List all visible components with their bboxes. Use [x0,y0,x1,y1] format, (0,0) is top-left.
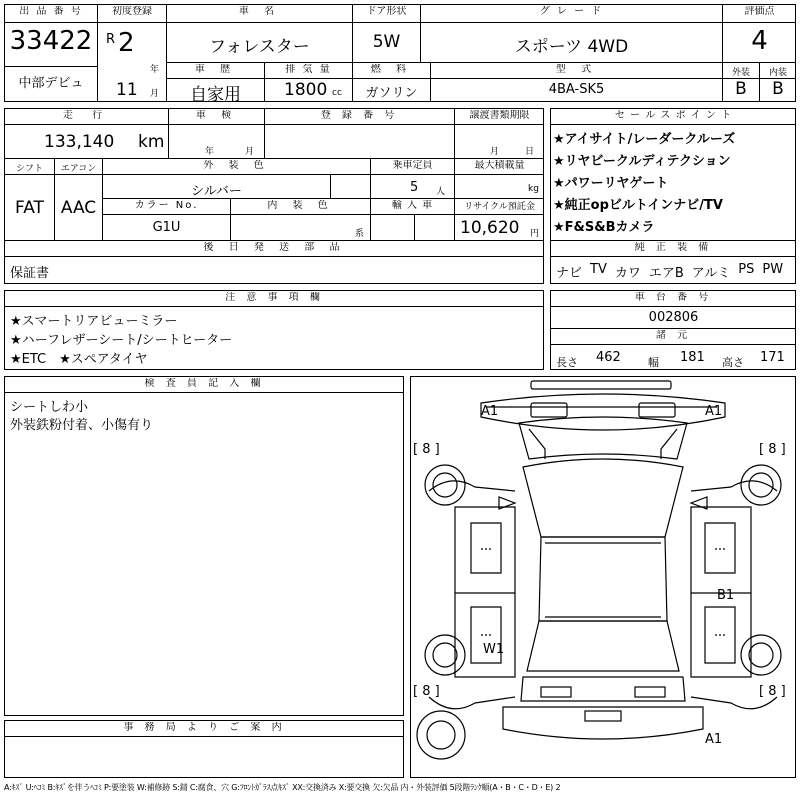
equipment-item: PS [738,262,755,277]
int-color-label: 内 装 色 [267,200,334,211]
notes-label: 注 意 事 項 欄 [225,292,324,303]
equipment-item: TV [590,262,607,277]
door-label: ドア形状 [366,6,407,17]
shift: FAT [15,198,44,218]
displacement-label: 排 気 量 [285,64,332,75]
car-outline-diagram [411,377,795,777]
reg-month-unit: 月 [150,89,160,99]
venue-name: 中部デビュ [18,76,84,91]
length-value: 462 [596,350,621,365]
max-load-unit: kg [528,184,539,194]
model-code: 4BA-SK5 [548,82,605,97]
exterior-grade: B [735,79,747,99]
later-parts: 保証書 [10,266,50,281]
equipment-item: PW [762,262,784,277]
damage-diagram [410,376,796,778]
ext-color: シルバー [191,184,242,199]
ext-color-label: 外 装 色 [203,160,270,171]
equipment-item: ナビ [556,266,583,281]
sales-point-item: ★パワーリヤゲート [553,176,669,191]
legend-footer: A:ｷｽﾞ U:ﾍｺﾐ B:ｷｽﾞを伴うﾍｺﾐ P:要塗装 W:補修跡 S:錆 C:腐食、穴 G:ﾌﾛﾝﾄｶﾞﾗｽ点ｷｽﾞ XX:交換済み X:要交換 欠:欠品 内・外装評価 5段階ﾗﾝｸ順(A・B・C・D・E) 2 [4,783,561,792]
damage-mark: B1 [717,588,735,603]
inspection-label: 車 検 [195,110,238,121]
car-name: フォレスター [209,37,310,57]
later-parts-label: 後 日 発 送 部 品 [203,242,346,253]
transfer-day-unit: 日 [525,147,535,157]
capacity: 5 [410,180,419,195]
shift-label: シフト [15,164,43,174]
import-label: 輸 入 車 [391,200,434,211]
exterior-grade-label: 外装 [731,68,750,78]
interior-grade-label: 内装 [768,68,787,78]
height-value: 171 [760,350,785,365]
sales-point-item: ★リヤビークルディテクション [553,154,731,169]
mileage: 133,140 [44,132,115,152]
genuine-equipment-label: 純 正 装 備 [634,242,713,253]
damage-mark: [ 8 ] [413,442,440,457]
damage-mark: A1 [705,732,723,747]
damage-mark: A1 [705,404,723,419]
ac-label: エアコン [60,164,97,174]
color-no: G1U [152,220,181,235]
lot-number-label: 出 品 番 号 [19,6,83,17]
inspector-note: 外装鉄粉付着、小傷有り [10,418,154,433]
plate-label: 登 録 番 号 [320,110,399,121]
score-label: 評価点 [744,6,775,17]
mileage-unit: km [138,132,165,152]
reg-year: 2 [118,28,135,58]
sales-point-item: ★アイサイト/レーダークルーズ [553,132,736,147]
mileage-label: 走 行 [62,110,111,121]
lot-number: 33422 [9,26,93,56]
inspector-note: シートしわ小 [10,400,89,415]
damage-mark: [ 8 ] [759,442,786,457]
equipment-item: アルミ [691,266,731,281]
car-name-label: 車 名 [238,6,281,17]
damage-mark: W1 [483,642,505,657]
ac: AAC [60,198,97,218]
reg-year-unit: 年 [150,65,160,75]
capacity-label: 乗車定員 [392,160,433,171]
score: 4 [751,26,768,56]
sales-point-item: ★F&S&Bカメラ [553,220,655,235]
dimensions-label: 諸 元 [655,330,692,341]
history: 自家用 [190,85,241,105]
damage-mark: [ 8 ] [413,684,440,699]
note-item: ★スマートリアビューミラー [10,314,178,329]
int-color-unit: 系 [355,229,365,239]
damage-mark: [ 8 ] [759,684,786,699]
capacity-unit: 人 [436,187,446,197]
damage-mark: A1 [481,404,499,419]
transfer-label: 譲渡書類期限 [469,110,530,121]
inspector-label: 検 査 員 記 入 欄 [144,378,265,389]
equipment-item: カワ [614,266,641,281]
width-label: 幅 [648,356,659,369]
model-code-label: 型 式 [555,64,598,75]
interior-grade: B [772,79,784,99]
height-label: 高さ [722,356,744,369]
displacement: 1800 [284,80,328,100]
sales-points-label: セ ー ル ス ポ イ ン ト [614,110,733,121]
door-type: 5W [372,32,401,52]
width-value: 181 [680,350,705,365]
length-label: 長さ [556,356,578,369]
transfer-month-unit: 月 [490,147,500,157]
inspection-month-unit: 月 [245,147,255,157]
equipment-item: エアB [648,266,684,281]
inspection-year-unit: 年 [205,147,215,157]
chassis-label: 車 台 番 号 [634,292,713,303]
recycle-label: リサイクル預託金 [464,202,535,212]
first-reg-label: 初度登録 [112,6,152,17]
sales-point-item: ★純正opビルトインナビ/TV [553,198,723,213]
max-load-label: 最大積載量 [474,160,525,171]
grade: スポーツ 4WD [514,37,629,57]
color-no-label: カラー No. [134,200,199,211]
fuel-label: 燃 料 [370,64,413,75]
note-item: ★ETC ★スペアタイヤ [10,352,148,367]
history-label: 車 歴 [194,64,237,75]
displacement-unit: cc [332,88,342,98]
reg-era: R [106,32,116,47]
fuel: ガソリン [365,86,418,101]
reg-month: 11 [116,80,138,100]
recycle-amount: 10,620 [460,218,520,238]
grade-label: グ レ ー ド [539,6,604,17]
office-label: 事 務 局 よ り ご 案 内 [123,722,286,733]
note-item: ★ハーフレザーシート/シートヒーター [10,333,233,348]
genuine-equipment-list [556,262,794,281]
chassis-number: 002806 [648,310,699,325]
recycle-unit: 円 [530,229,540,239]
